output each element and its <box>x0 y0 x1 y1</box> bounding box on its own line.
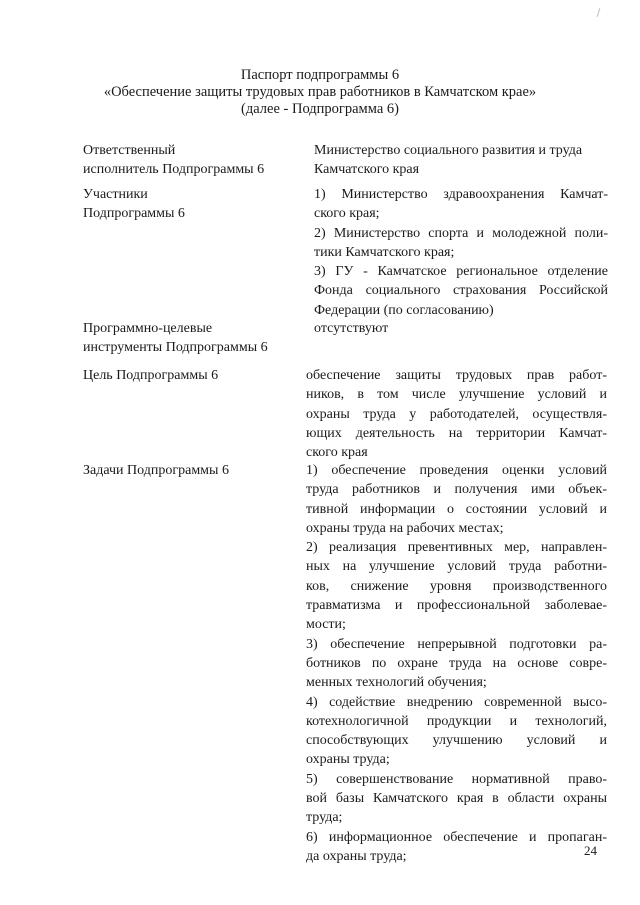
row-value: 1) обеспечение проведения оценки условий труда работников и получения ими объек- тивной информации о состоянии условий и охраны труда на рабочих местах; 2) реализация превентивных мер, направлен- ных на улучшение условий труда работни- ков, снижение уровня производственного травматизма и профессиональной заболевае- мости; 3) обеспечение непрерывной подготовки ра- ботников по охране труда на основе совре- менных технологий обучения; 4) содействие внедрению современной высо- котехнологичной продукции и технологий, способствующих улучшению условий и охраны труда; 5) совершенствование нормативной право- вой базы Камчатского края в области охраны труда; 6) информационное обеспечение и пропаган- да охраны труда; <box>306 463 607 864</box>
row-label: Задачи Подпрограммы 6 <box>83 463 229 478</box>
row-label: Ответственный исполнитель Подпрограммы 6 <box>83 143 265 177</box>
row-value: 1) Министерство здравоохранения Камчат- ского края; 2) Министерство спорта и молодежной поли- тики Камчатского края; 3) ГУ - Камчатское региональное отделение Фонда социального страхования Российской Федерации (по согласованию) <box>314 187 608 318</box>
title-line-3: (далее - Подпрограмма 6) <box>241 101 399 117</box>
title-line-1: Паспорт подпрограммы 6 <box>240 67 400 83</box>
passport-title <box>60 67 580 118</box>
scan-mark <box>597 8 601 17</box>
row-value: обеспечение защиты трудовых прав работ- ников, в том числе улучшение условий и охраны труда у работодателей, осуществля- ющих деятельность на территории Камчат- ского края <box>306 368 607 461</box>
row-label: Программно-целевые инструменты Подпрограммы 6 <box>83 321 268 355</box>
row-value: отсутствуют <box>314 321 389 336</box>
row-label: Участники Подпрограммы 6 <box>83 187 185 221</box>
row-label: Цель Подпрограммы 6 <box>83 368 219 383</box>
page-number: 24 <box>584 843 597 858</box>
title-line-2: «Обеспечение защиты трудовых прав работников в Камчатском крае» <box>103 84 537 100</box>
row-value: Министерство социального развития и труда Камчатского края <box>314 143 583 178</box>
